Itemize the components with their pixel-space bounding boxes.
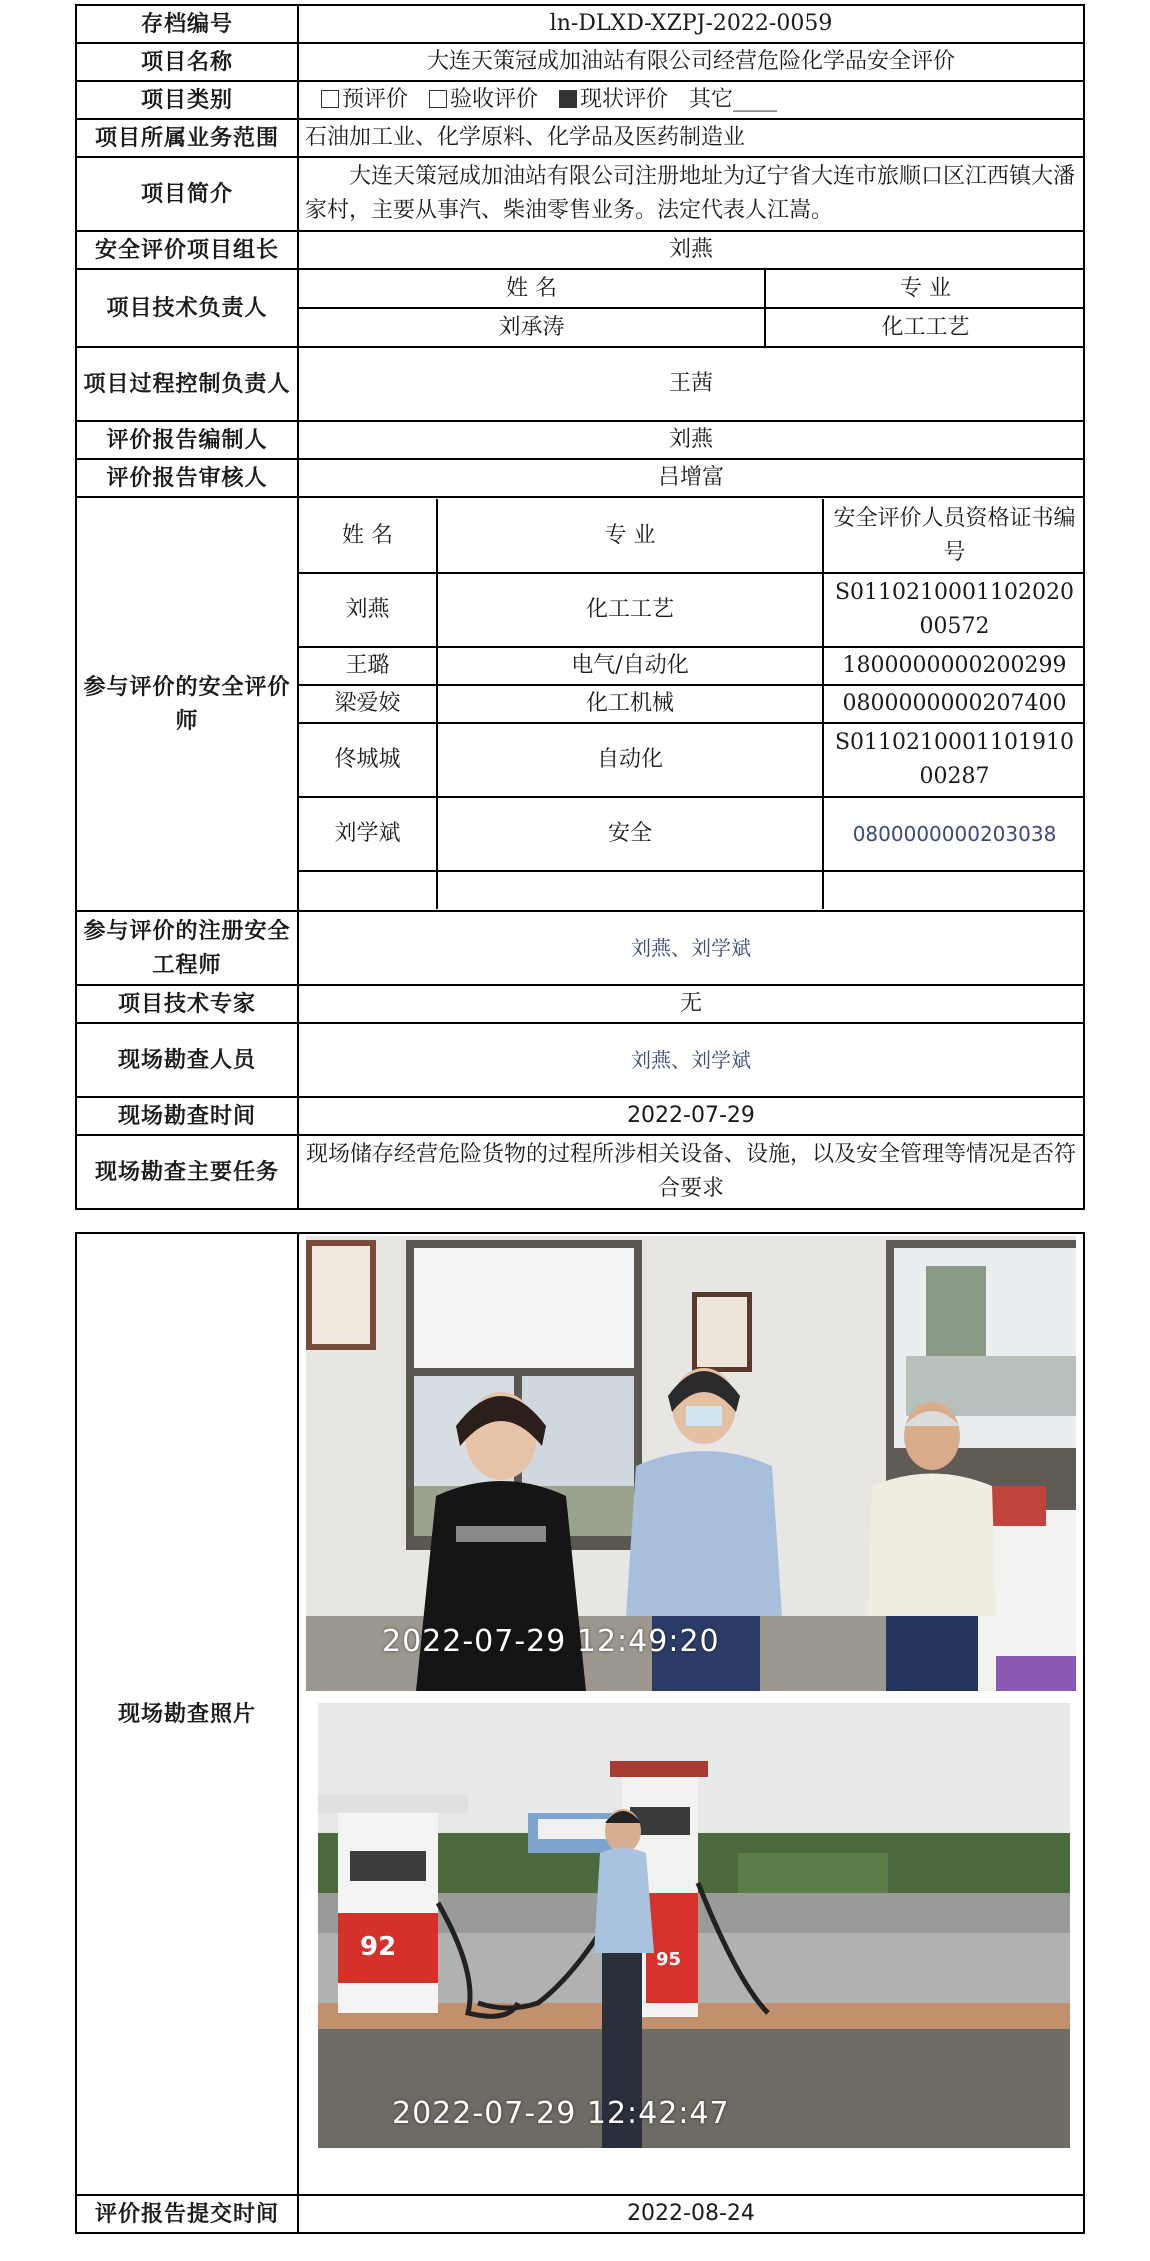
evaluator-major: 电气/自动化 (437, 647, 823, 685)
tech-lead-cell (298, 269, 1084, 347)
summary-value: 大连天策冠成加油站有限公司注册地址为辽宁省大连市旅顺口区江西镇大潘家村，主要从事汽、柴油零售业务。法定代表人江嵩。 (298, 157, 1084, 231)
pump-92-label: 92 (360, 1932, 397, 1962)
tech-lead-name-header: 姓 名 (299, 270, 765, 308)
option-other: 其它____ (689, 87, 778, 112)
empty-cell (823, 871, 1084, 909)
evaluator-name: 刘燕 (299, 573, 437, 647)
option-acceptance-eval: 验收评价 (450, 87, 539, 112)
evaluator-major: 自动化 (437, 723, 823, 797)
reviewer-value: 吕增富 (298, 459, 1084, 497)
evaluator-name: 王璐 (299, 647, 437, 685)
photo-office-image (306, 1236, 1076, 1691)
team-leader-value: 刘燕 (298, 231, 1084, 269)
tech-expert-label: 项目技术专家 (76, 985, 298, 1023)
reg-engineers-label: 参与评价的注册安全工程师 (76, 911, 298, 985)
option-status-eval: 现状评价 (580, 87, 669, 112)
survey-time-value: 2022-07-29 (298, 1097, 1084, 1135)
project-name-label: 项目名称 (76, 43, 298, 81)
evaluator-name: 佟城城 (299, 723, 437, 797)
evaluators-label: 参与评价的安全评价师 (76, 497, 298, 911)
evaluator-cert: 0800000000203038 (823, 797, 1084, 871)
table-row (299, 647, 1084, 685)
reviewer-label: 评价报告审核人 (76, 459, 298, 497)
submit-time-label: 评价报告提交时间 (76, 2195, 298, 2233)
survey-photo-office (306, 1236, 1076, 1691)
evaluator-major: 化工工艺 (437, 573, 823, 647)
table-row-empty (299, 871, 1084, 909)
info-table (75, 4, 1085, 1210)
business-scope-value: 石油加工业、化学原料、化学品及医药制造业 (298, 119, 1084, 157)
evaluator-cert: S011021000110191000287 (823, 723, 1084, 797)
option-pre-eval: 预评价 (342, 87, 409, 112)
photo2-timestamp: 2022-07-29 12:42:47 (392, 2096, 730, 2131)
project-name-value: 大连天策冠成加油站有限公司经营危险化学品安全评价 (298, 43, 1084, 81)
evaluators-cell (298, 497, 1084, 911)
photo1-timestamp: 2022-07-29 12:49:20 (382, 1624, 720, 1659)
pump-95-label: 95 (656, 1949, 682, 1970)
survey-photo-forecourt (318, 1703, 1070, 2148)
evaluator-cert: S011021000110202000572 (823, 573, 1084, 647)
tech-expert-value: 无 (298, 985, 1084, 1023)
evaluator-name-header: 姓 名 (299, 499, 437, 573)
survey-task-label: 现场勘查主要任务 (76, 1135, 298, 1209)
compiler-value: 刘燕 (298, 421, 1084, 459)
business-scope-label: 项目所属业务范围 (76, 119, 298, 157)
archive-no-label: 存档编号 (76, 5, 298, 43)
photo-forecourt-image (318, 1703, 1070, 2148)
summary-label: 项目简介 (76, 157, 298, 231)
evaluator-name: 刘学斌 (299, 797, 437, 871)
checkbox-status-eval (559, 90, 577, 108)
survey-staff-value: 刘燕、刘学斌 (298, 1023, 1084, 1097)
team-leader-label: 安全评价项目组长 (76, 231, 298, 269)
project-type-options (298, 81, 1084, 119)
tech-lead-major: 化工工艺 (881, 314, 970, 340)
checkbox-pre-eval (321, 90, 339, 108)
survey-staff-label: 现场勘查人员 (76, 1023, 298, 1097)
survey-time-label: 现场勘查时间 (76, 1097, 298, 1135)
tech-lead-name: 刘承涛 (299, 308, 765, 346)
reg-engineers-value: 刘燕、刘学斌 (298, 911, 1084, 985)
archive-no-value: ln-DLXD-XZPJ-2022-0059 (298, 5, 1084, 43)
table-row (299, 573, 1084, 647)
empty-cell (299, 871, 437, 909)
evaluator-cert: 0800000000207400 (823, 685, 1084, 723)
process-lead-value: 王茜 (298, 347, 1084, 421)
evaluator-name: 梁爱姣 (299, 685, 437, 723)
empty-cell (437, 871, 823, 909)
survey-task-value: 现场储存经营危险货物的过程所涉相关设备、设施，以及安全管理等情况是否符合要求 (298, 1135, 1084, 1209)
tech-lead-major-header: 专 业 (765, 270, 1084, 308)
submit-time-value: 2022-08-24 (298, 2195, 1084, 2233)
evaluator-major: 化工机械 (437, 685, 823, 723)
process-lead-label: 项目过程控制负责人 (76, 347, 298, 421)
tech-lead-label: 项目技术负责人 (76, 269, 298, 347)
project-type-label: 项目类别 (76, 81, 298, 119)
survey-photos-label: 现场勘查照片 (76, 1233, 298, 2195)
evaluator-major: 安全 (437, 797, 823, 871)
tech-lead-subtable (299, 270, 1084, 346)
table-row (299, 723, 1084, 797)
table-row (299, 685, 1084, 723)
evaluators-subtable (299, 499, 1084, 909)
compiler-label: 评价报告编制人 (76, 421, 298, 459)
evaluator-major-header: 专 业 (437, 499, 823, 573)
table-row (299, 797, 1084, 871)
evaluator-cert: 1800000000200299 (823, 647, 1084, 685)
evaluator-cert-header: 安全评价人员资格证书编号 (823, 499, 1084, 573)
checkbox-acceptance-eval (429, 90, 447, 108)
